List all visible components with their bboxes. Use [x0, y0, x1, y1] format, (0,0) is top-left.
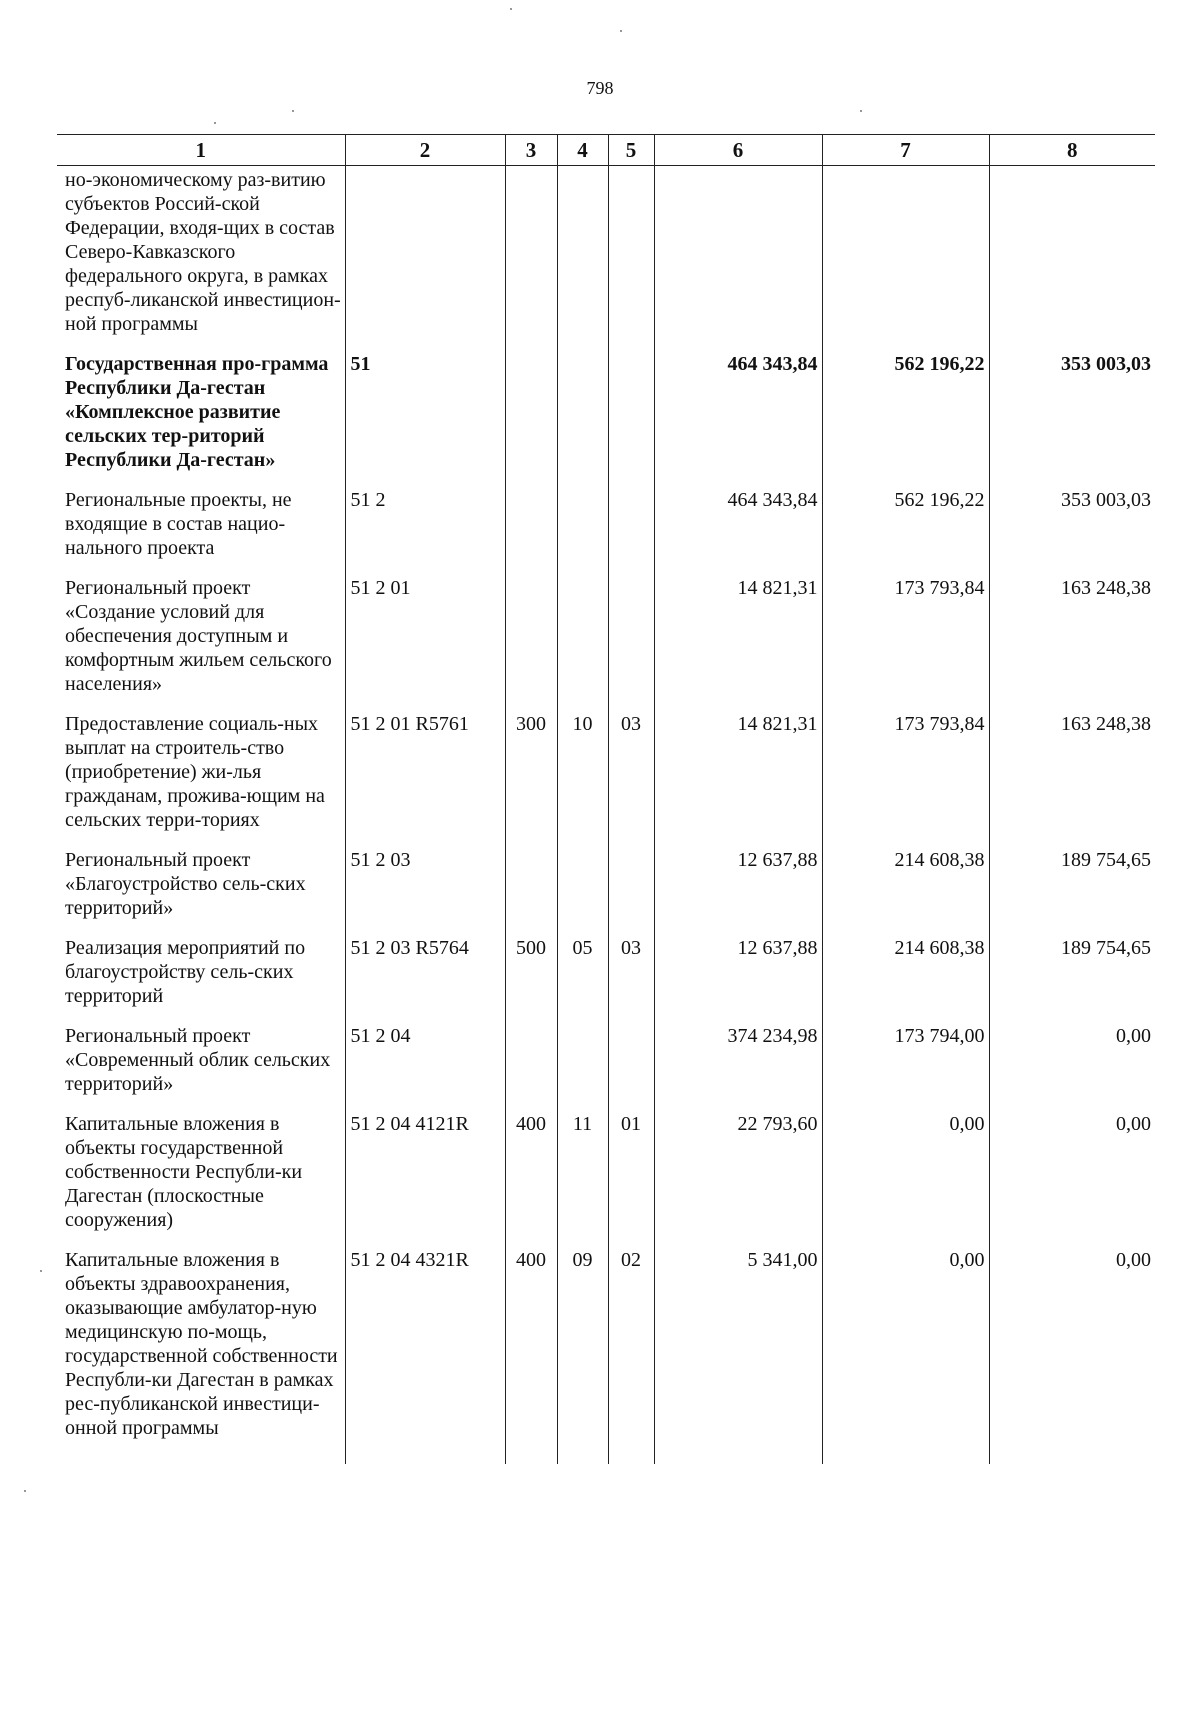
scan-speck: [24, 1490, 26, 1492]
row-value-7: 0,00: [822, 1110, 989, 1246]
row-name: Предоставление социаль-ных выплат на строитель-ство (приобретение) жи-лья гражданам, прожива-ющим на сельских терри-ториях: [65, 713, 325, 831]
table-row: [57, 1110, 1155, 1246]
row-name: Региональные проекты, не входящие в состав нацио-нального проекта: [65, 489, 292, 559]
column-header-7: 7: [822, 135, 989, 166]
row-value-7: 214 608,38: [822, 934, 989, 1022]
row-col5: 01: [608, 1110, 654, 1246]
row-value-7: [822, 166, 989, 351]
row-name: Региональный проект «Современный облик сельских территорий»: [65, 1025, 331, 1095]
page-number: 798: [586, 78, 614, 98]
row-value-8: 0,00: [989, 1110, 1155, 1246]
row-code: 51: [345, 350, 505, 486]
row-name: Региональный проект «Благоустройство сель-ских территорий»: [65, 849, 306, 919]
scan-speck: [620, 30, 622, 32]
row-code: 51 2: [345, 486, 505, 574]
row-value-7: 173 794,00: [822, 1022, 989, 1110]
row-value-6: 14 821,31: [654, 710, 822, 846]
header-row: [57, 135, 1155, 166]
column-header-1: 1: [57, 135, 345, 166]
row-col5: [608, 1022, 654, 1110]
row-col5: [608, 574, 654, 710]
row-col5: [608, 350, 654, 486]
row-code: 51 2 03: [345, 846, 505, 934]
row-col4: [557, 486, 608, 574]
row-col3: [505, 574, 557, 710]
table-row: [57, 710, 1155, 846]
scan-speck: [40, 1270, 42, 1272]
table-row: [57, 166, 1155, 351]
row-value-7: 0,00: [822, 1246, 989, 1464]
row-code: 51 2 01: [345, 574, 505, 710]
row-col5: [608, 166, 654, 351]
scan-speck: [860, 110, 862, 112]
table-row: [57, 1022, 1155, 1110]
row-col3: [505, 166, 557, 351]
column-header-5: 5: [608, 135, 654, 166]
row-col3: 300: [505, 710, 557, 846]
row-col5: 03: [608, 934, 654, 1022]
row-value-8: 0,00: [989, 1246, 1155, 1464]
table-row: [57, 1246, 1155, 1464]
row-col4: [557, 166, 608, 351]
table-body: [57, 166, 1155, 1465]
row-col4: 05: [557, 934, 608, 1022]
row-col3: [505, 846, 557, 934]
row-value-8: 189 754,65: [989, 934, 1155, 1022]
row-col3: 400: [505, 1110, 557, 1246]
row-value-8: [989, 166, 1155, 351]
row-col5: [608, 846, 654, 934]
row-col5: [608, 486, 654, 574]
row-value-6: 12 637,88: [654, 846, 822, 934]
row-value-6: 5 341,00: [654, 1246, 822, 1464]
column-header-3: 3: [505, 135, 557, 166]
row-value-8: 0,00: [989, 1022, 1155, 1110]
table-row: [57, 574, 1155, 710]
row-value-7: 173 793,84: [822, 710, 989, 846]
row-value-6: 22 793,60: [654, 1110, 822, 1246]
row-value-8: 353 003,03: [989, 350, 1155, 486]
row-value-6: [654, 166, 822, 351]
row-col3: 500: [505, 934, 557, 1022]
row-value-8: 353 003,03: [989, 486, 1155, 574]
row-value-6: 374 234,98: [654, 1022, 822, 1110]
column-header-8: 8: [989, 135, 1155, 166]
row-col3: [505, 486, 557, 574]
row-name: Государственная про-грамма Республики Да-гестан «Комплексное развитие сельских тер-риторий Республики Да-гестан»: [65, 353, 329, 471]
row-code: 51 2 04: [345, 1022, 505, 1110]
table-row: [57, 350, 1155, 486]
row-value-6: 464 343,84: [654, 350, 822, 486]
row-col3: [505, 1022, 557, 1110]
row-col4: 11: [557, 1110, 608, 1246]
row-col3: [505, 350, 557, 486]
row-code: [345, 166, 505, 351]
row-name: Капитальные вложения в объекты государственной собственности Республи-ки Дагестан (плоскостные сооружения): [65, 1113, 303, 1231]
table-row: [57, 846, 1155, 934]
row-col4: [557, 350, 608, 486]
row-code: 51 2 03 R5764: [345, 934, 505, 1022]
row-value-7: 214 608,38: [822, 846, 989, 934]
row-value-7: 562 196,22: [822, 350, 989, 486]
row-value-6: 464 343,84: [654, 486, 822, 574]
row-code: 51 2 04 4121R: [345, 1110, 505, 1246]
row-code: 51 2 04 4321R: [345, 1246, 505, 1464]
scan-speck: [510, 8, 512, 10]
row-value-7: 562 196,22: [822, 486, 989, 574]
column-header-4: 4: [557, 135, 608, 166]
column-header-6: 6: [654, 135, 822, 166]
row-col5: 02: [608, 1246, 654, 1464]
row-value-8: 163 248,38: [989, 574, 1155, 710]
budget-table: [57, 134, 1155, 1464]
row-col4: [557, 846, 608, 934]
row-col4: 10: [557, 710, 608, 846]
row-name: Капитальные вложения в объекты здравоохранения, оказывающие амбулатор-ную медицинскую по-мощь, государственной собственности Республи-ки Дагестан в рамках рес-публиканской инвестици-онной программы: [65, 1249, 338, 1439]
row-name: Реализация мероприятий по благоустройству сель-ских территорий: [65, 937, 306, 1007]
scan-speck: [292, 110, 294, 112]
row-name: Региональный проект «Создание условий для обеспечения доступным и комфортным жильем сельского населения»: [65, 577, 332, 695]
scan-speck: [214, 122, 216, 124]
column-header-2: 2: [345, 135, 505, 166]
table-row: [57, 486, 1155, 574]
row-value-7: 173 793,84: [822, 574, 989, 710]
row-value-8: 189 754,65: [989, 846, 1155, 934]
table-row: [57, 934, 1155, 1022]
row-col4: [557, 1022, 608, 1110]
row-col3: 400: [505, 1246, 557, 1464]
row-col4: 09: [557, 1246, 608, 1464]
row-value-8: 163 248,38: [989, 710, 1155, 846]
row-code: 51 2 01 R5761: [345, 710, 505, 846]
row-value-6: 12 637,88: [654, 934, 822, 1022]
row-col4: [557, 574, 608, 710]
row-name: но-экономическому раз-витию субъектов Россий-ской Федерации, входя-щих в состав Северо-Кавказского федерального округа, в рамках респуб-ликанской инвестицион-ной программы: [65, 169, 341, 335]
row-col5: 03: [608, 710, 654, 846]
row-value-6: 14 821,31: [654, 574, 822, 710]
